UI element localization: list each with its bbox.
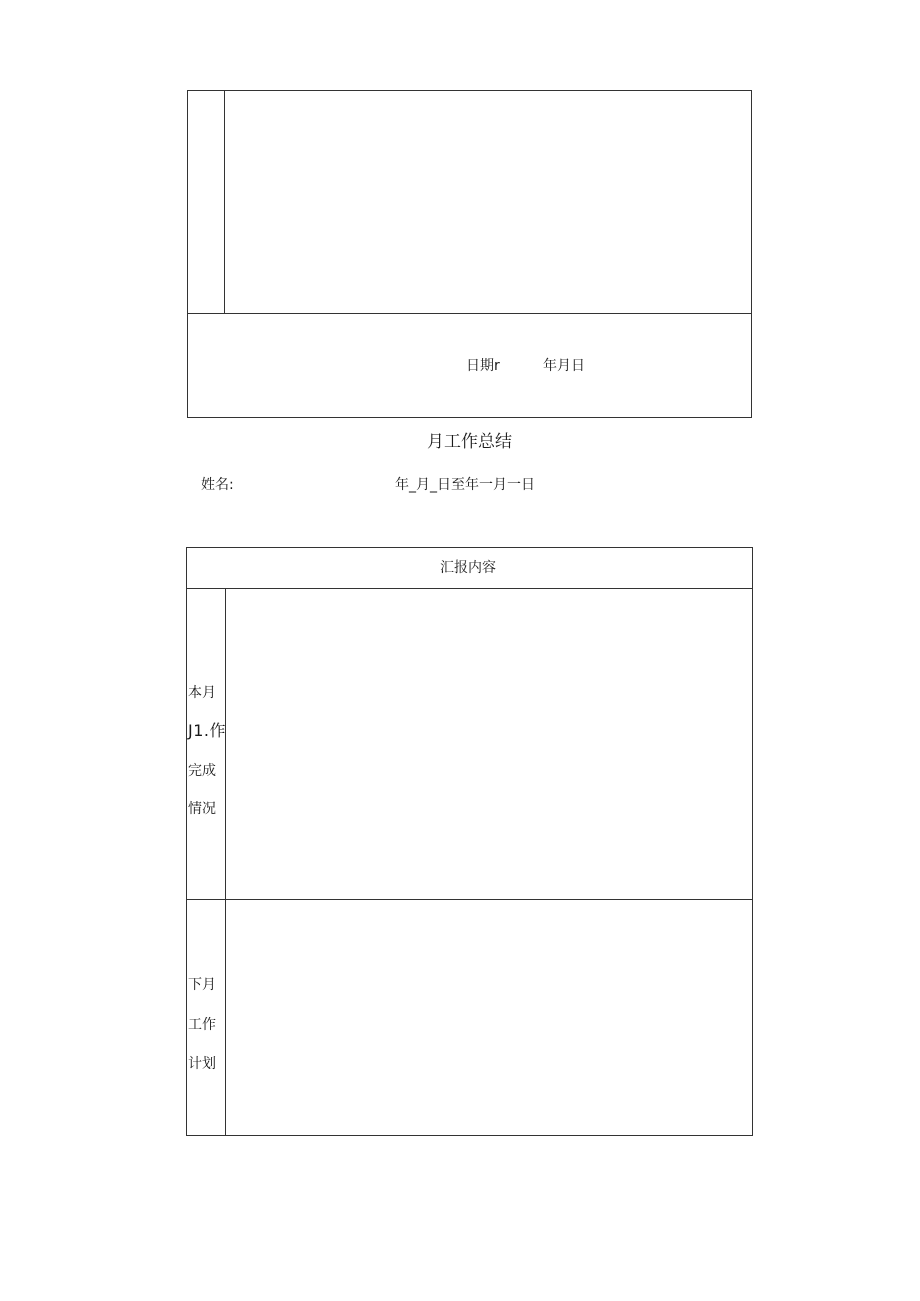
- next-month-label-line-3: 计划: [188, 1056, 216, 1072]
- date-label: 日期r: [466, 358, 500, 374]
- name-label: 姓名:: [201, 477, 234, 493]
- date-value: 年月日: [543, 358, 585, 374]
- page-title: 月工作总结: [427, 432, 512, 452]
- this-month-work-content-cell[interactable]: [226, 589, 752, 899]
- period-label: 年_月_日至年一月一日: [395, 477, 535, 493]
- next-month-label-line-2: 工作: [188, 1017, 216, 1033]
- this-month-label-line-2: J1.作: [188, 721, 226, 740]
- this-month-label-line-1: 本月: [188, 685, 216, 701]
- next-month-label-line-1: 下月: [188, 977, 216, 993]
- this-month-label-line-3: 完成: [188, 763, 216, 779]
- top-table-row-divider: [187, 313, 752, 314]
- next-month-plan-content-cell[interactable]: [226, 900, 752, 1135]
- top-table-content-cell[interactable]: [225, 91, 751, 313]
- report-table-header: 汇报内容: [440, 560, 496, 576]
- this-month-label-line-4: 情况: [188, 801, 216, 817]
